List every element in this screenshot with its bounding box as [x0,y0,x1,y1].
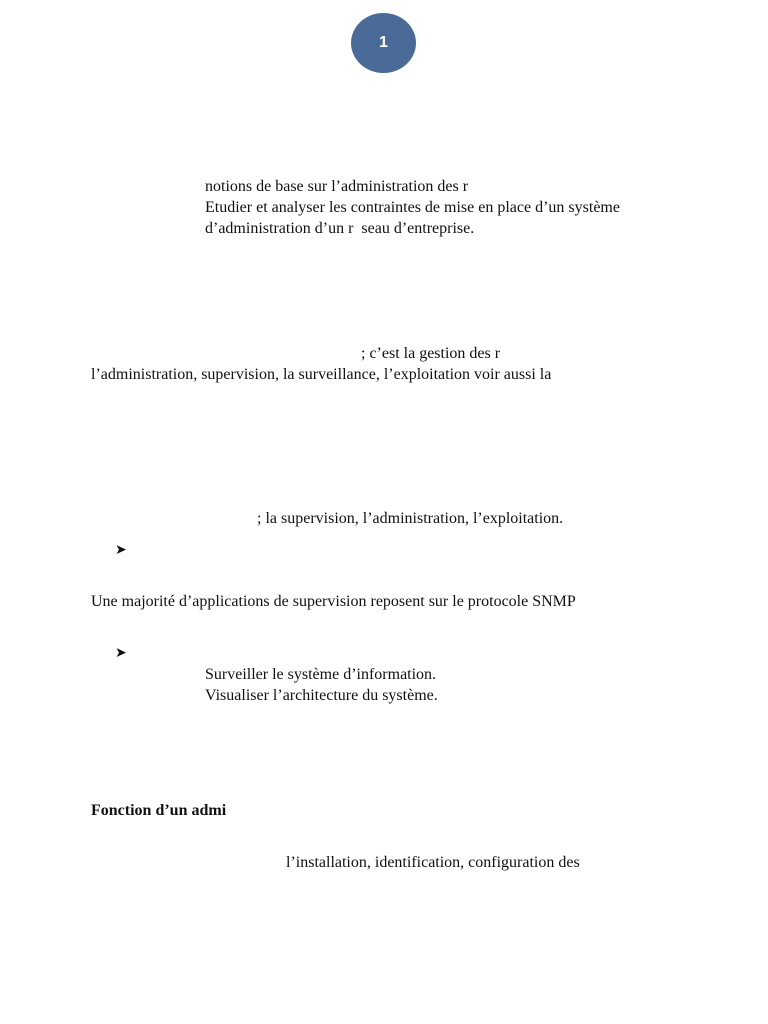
objective-line-2: Etudier et analyser les contraintes de mise en place d’un système [205,199,620,216]
definition-line-1: ; c’est la gestion des r [361,345,501,362]
goal-line-1: Surveiller le système d’information. [205,666,437,683]
definition-line-2: l’administration, supervision, la surveillance, l’exploitation voir aussi la [91,366,552,383]
snmp-sentence: Une majorité d’applications de supervision reposent sur le protocole SNMP [91,593,576,610]
function-text: l’installation, identification, configuration des [286,854,580,871]
aspects-line: ; la supervision, l’administration, l’exploitation. [257,510,564,527]
objective-line-3: d’administration d’un r seau d’entreprise. [205,220,475,237]
page-number-badge [351,13,416,73]
goal-line-2: Visualiser l’architecture du système. [205,687,438,704]
objective-line-1: notions de base sur l’administration des r [205,178,469,195]
bullet-arrow-icon: ➤ [115,645,127,661]
function-heading: Fonction d’un admi [91,802,227,819]
page-number: 1 [379,34,388,51]
bullet-arrow-icon: ➤ [115,542,127,558]
